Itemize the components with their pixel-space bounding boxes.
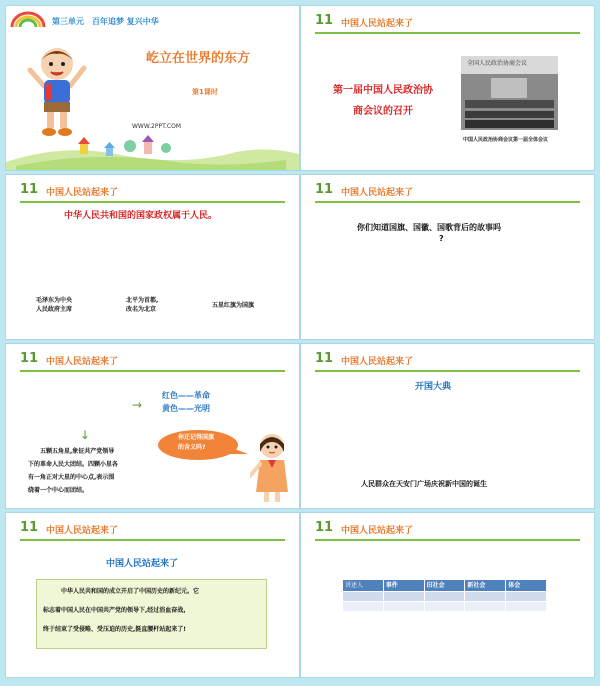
stars-text-line1: 五颗五角星,象征共产党领导 <box>40 448 115 455</box>
section-title: 中国人民站起来了 <box>341 357 414 367</box>
girl-illustration <box>250 430 294 506</box>
founding-title: 开国大典 <box>415 382 452 392</box>
bubble-text-line2: 的含义吗? <box>178 444 206 451</box>
section-number: 11 <box>20 351 39 366</box>
table-row <box>343 601 546 611</box>
slide-2-cppcc[interactable] <box>301 6 594 170</box>
photo-banner-text: 全国人民政治协商会议 <box>467 60 528 67</box>
unit-label: 第三单元 <box>52 17 84 26</box>
header-divider <box>20 370 285 372</box>
header-divider <box>315 539 580 541</box>
bubble-text-line1: 你还记得国旗 <box>178 434 215 441</box>
header-divider <box>315 370 580 372</box>
stars-text-line4: 绕着一个中心而团结。 <box>28 487 89 494</box>
table-header-cell: 新社会 <box>465 580 506 591</box>
boy-illustration <box>22 40 92 140</box>
section-number: 11 <box>315 13 334 28</box>
slide-7-summary[interactable] <box>6 513 299 677</box>
red-meaning: 红色——革命 <box>162 391 210 400</box>
unit-theme: 百年追梦 复兴中华 <box>92 17 159 26</box>
item-capital-line1: 北平为首都, <box>126 297 159 304</box>
slide-header <box>6 175 299 205</box>
yellow-meaning: 黄色——光明 <box>162 404 210 413</box>
table-header-cell: 讲述人 <box>343 580 384 591</box>
grass-hills-decoration <box>6 132 299 170</box>
header-divider <box>315 201 580 203</box>
section-number: 11 <box>315 182 334 197</box>
table-row <box>343 591 546 601</box>
slide-header <box>6 513 299 543</box>
table-header-cell: 事件 <box>384 580 425 591</box>
photo-caption: 中国人民政治协商会议第一届全体会议 <box>463 137 549 143</box>
lesson-label: 第1课时 <box>192 88 218 96</box>
section-number: 11 <box>315 520 334 535</box>
summary-line3: 终于结束了受侵略、受压迫的历史,挺直腰杆站起来了! <box>43 626 187 633</box>
slide-header <box>301 344 594 374</box>
rainbow-logo <box>10 10 46 28</box>
header-divider <box>315 32 580 34</box>
summary-title: 中国人民站起来了 <box>106 559 179 569</box>
section-title: 中国人民站起来了 <box>46 357 119 367</box>
cppcc-heading-line2: 商会议的召开 <box>353 106 413 117</box>
main-title: 屹立在世界的东方 <box>146 51 251 66</box>
cppcc-heading-line1: 第一届中国人民政治协 <box>333 85 433 96</box>
slide-header <box>301 6 594 36</box>
stars-text-line2: 下的革命人民大团结。四颗小星各 <box>28 461 119 468</box>
table-header-cell: 体会 <box>508 582 521 589</box>
speech-bubble <box>156 428 248 462</box>
website-url: WWW.2PPT.COM <box>132 123 182 130</box>
symbols-question-line1: 你们知道国旗、国徽、国歌背后的故事吗 <box>357 223 501 232</box>
summary-box <box>36 579 267 649</box>
slide-header <box>301 175 594 205</box>
founding-caption: 人民群众在天安门广场庆祝新中国的诞生 <box>361 480 487 488</box>
state-power-statement: 中华人民共和国的国家政权属于人民。 <box>64 211 218 221</box>
slide-1-title[interactable] <box>6 6 299 170</box>
section-title: 中国人民站起来了 <box>341 526 414 536</box>
cppcc-photo <box>461 56 558 130</box>
section-title: 中国人民站起来了 <box>46 188 119 198</box>
table-header-cell: 旧社会 <box>425 580 466 591</box>
symbols-question-line2: ? <box>439 234 444 243</box>
summary-line1: 中华人民共和国的成立开启了中国历史的新纪元。它 <box>61 588 200 595</box>
slide-8-table[interactable] <box>301 513 594 677</box>
slide-header <box>301 513 594 543</box>
header-divider <box>20 539 285 541</box>
slide-6-founding-ceremony[interactable] <box>301 344 594 508</box>
slide-3-state-power[interactable] <box>6 175 299 339</box>
section-number: 11 <box>315 351 334 366</box>
slide-5-flag-meaning[interactable] <box>6 344 299 508</box>
summary-line2: 标志着中国人民在中国共产党的领导下,经过浴血奋战, <box>43 607 186 614</box>
section-number: 11 <box>20 520 39 535</box>
item-flag: 五星红旗为国旗 <box>212 302 255 309</box>
section-title: 中国人民站起来了 <box>341 188 414 198</box>
stars-text-line3: 有一角正对大星的中心点,表示围 <box>28 474 115 481</box>
item-capital-line2: 改名为北京 <box>126 306 157 313</box>
slide-4-question[interactable] <box>301 175 594 339</box>
story-table <box>343 580 546 611</box>
section-title: 中国人民站起来了 <box>46 526 119 536</box>
header-divider <box>20 201 285 203</box>
table-header-row <box>343 580 546 591</box>
item-chairman-line1: 毛泽东为中央 <box>36 297 73 304</box>
down-arrow-icon: ↓ <box>80 428 91 442</box>
section-title: 中国人民站起来了 <box>341 19 414 29</box>
section-number: 11 <box>20 182 39 197</box>
slide-header <box>6 344 299 374</box>
right-arrow-icon: → <box>132 398 143 412</box>
item-chairman-line2: 人民政府主席 <box>36 306 73 313</box>
